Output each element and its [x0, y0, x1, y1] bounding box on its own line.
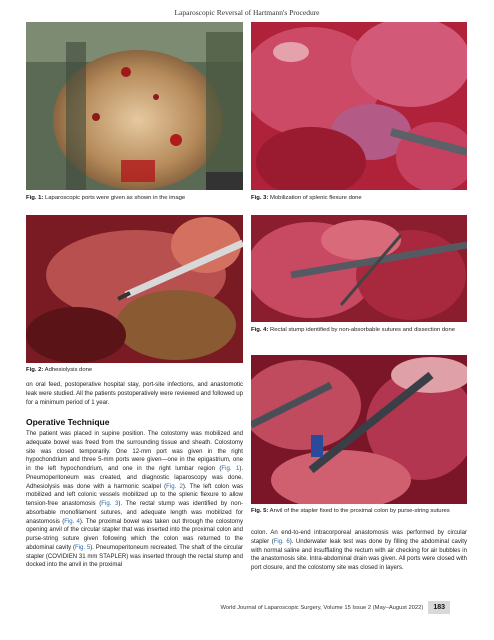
- figure-3-image: [251, 22, 467, 190]
- journal-citation: World Journal of Laparoscopic Surgery, Volume 15 Issue 2 (May–August 2022): [220, 604, 424, 611]
- technique-text-6: ). Pneumoperitoneum recreated. The shaft of the circular stapler (COVIDIEN 31 mm STAPLER) was inserted through the rectal stump and docked into the anvil in the proximal: [26, 544, 244, 569]
- technique-text-2: ). Pneumoperitoneum was created, and diagnostic laparoscopy was done. Adhesiolysis was done with a harmonic scalpel (: [26, 466, 244, 490]
- figure-2-label: Fig. 2:: [26, 367, 44, 373]
- figure-5-caption: [251, 508, 467, 516]
- figure-4-caption: [251, 327, 467, 335]
- figure-2-text: Adhesiolysis done: [44, 367, 93, 373]
- ref-fig-3-link[interactable]: Fig. 3: [101, 501, 119, 507]
- ref-fig-2-link[interactable]: Fig. 2: [166, 483, 183, 490]
- ref-fig-1-link[interactable]: Fig. 1: [221, 466, 240, 472]
- figure-3-label: Fig. 3:: [251, 195, 269, 201]
- figure-2-caption: [26, 367, 246, 375]
- page-footer: [221, 601, 450, 614]
- figure-4-label: Fig. 4:: [251, 327, 269, 333]
- technique-text-3: ). The left colon was mobilized and left colonic vessels mobilized up to the splenic flexure to allow tension-free anastomosis (: [26, 483, 243, 507]
- figure-4-image: [251, 215, 467, 322]
- ref-fig-4-link[interactable]: Fig. 4: [64, 518, 80, 525]
- figure-1-text: Laparoscopic ports were given as shown in the image: [45, 195, 186, 201]
- section-heading-operative-technique: Operative Technique: [26, 417, 110, 427]
- intro-paragraph: [26, 381, 243, 407]
- figure-1-caption: [26, 195, 246, 203]
- intro-text: on oral feed, postoperative hospital stay, port-site infections, and anastomotic leak were studied. All the patients postoperatively were reviewed and followed up for a minimum period of 1 year.: [26, 382, 243, 406]
- running-head: Laparoscopic Reversal of Hartmann's Procedure: [174, 8, 320, 17]
- technique-text-5: ). The proximal bowel was taken out through the colostomy opening anvil of the circular stapler that was inserted into the proximal colon and purse-string suture given following which the colon was returned to the abdominal cavity (: [26, 518, 243, 551]
- figure-5-text: Anvil of the stapler fixed to the proximal colon by purse-string sutures: [269, 508, 450, 514]
- ref-fig-5-link[interactable]: Fig. 5: [75, 544, 91, 551]
- figure-4-text: Rectal stump identified by non-absorbable sutures and dissection done: [270, 327, 456, 333]
- figure-3-caption: [251, 195, 467, 203]
- figure-2-image: [26, 215, 243, 363]
- right-text-1: colon. An end-to-end intracorporeal anastomosis was performed by circular stapler (: [251, 530, 467, 545]
- figure-1-image: [26, 22, 243, 190]
- operative-technique-paragraph: [26, 430, 243, 570]
- right-column-paragraph: [251, 529, 467, 573]
- figure-5-label: Fig. 5:: [251, 508, 269, 514]
- figure-1-label: Fig. 1:: [26, 195, 44, 201]
- right-text-2: ). Underwater leak test was done by filling the abdominal cavity with normal saline and insufflating the rectum with air checking for air bubbles in the anastomosis site. Intra-abdominal drain was given. All ports were closed with port closure, and the colostomy site was closed in layers.: [251, 538, 467, 571]
- page-number: 183: [428, 601, 450, 614]
- figure-5-image: [251, 355, 467, 504]
- ref-fig-6-link[interactable]: Fig. 6: [273, 538, 290, 545]
- technique-text-1: The patient was placed in supine position. The colostomy was mobilized and adequate bowel was freed from the surrounding tissue and sheath. Colostomy site was closed temporarily. One 12-mm port was given in the right hypochondrium and three 5-mm ports were given—one in the epigastrium, one in the left hypochondrium, and one in the right lumbar region (: [26, 431, 243, 472]
- technique-text-4: ). The rectal stump was identified by non-absorbable monofilament sutures, and adequate length was mobilized for anastomosis (: [26, 501, 243, 525]
- figure-3-text: Mobilization of splenic flexure done: [270, 195, 362, 201]
